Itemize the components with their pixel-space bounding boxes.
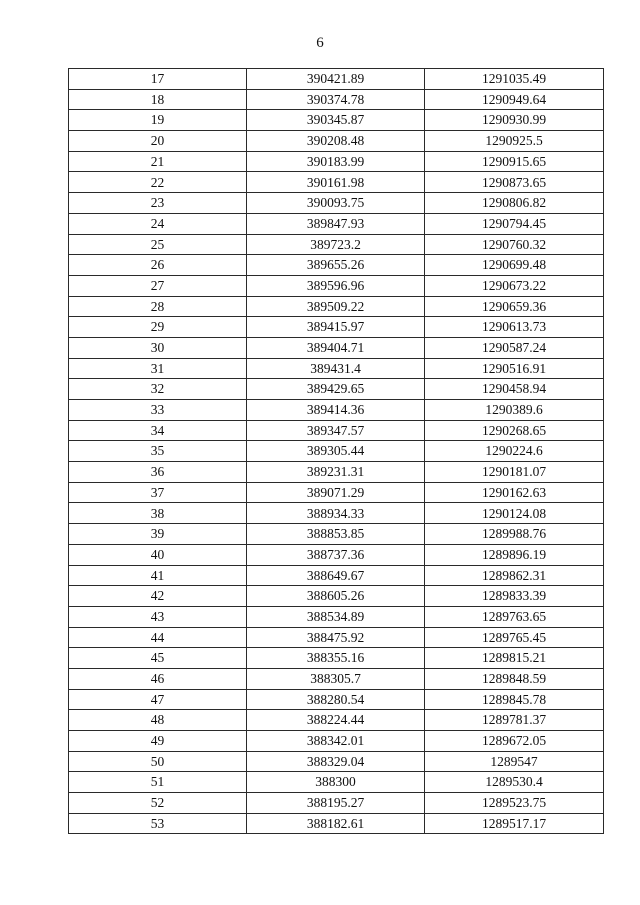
y-coordinate-cell: 1289848.59 xyxy=(425,668,604,689)
point-number-cell: 30 xyxy=(69,337,247,358)
table-row xyxy=(69,69,604,90)
x-coordinate-cell: 389431.4 xyxy=(247,358,425,379)
table-row xyxy=(69,89,604,110)
y-coordinate-cell: 1290516.91 xyxy=(425,358,604,379)
point-number-cell: 50 xyxy=(69,751,247,772)
point-number-cell: 22 xyxy=(69,172,247,193)
x-coordinate-cell: 388224.44 xyxy=(247,710,425,731)
y-coordinate-cell: 1290760.32 xyxy=(425,234,604,255)
table-row xyxy=(69,234,604,255)
y-coordinate-cell: 1289763.65 xyxy=(425,606,604,627)
point-number-cell: 37 xyxy=(69,482,247,503)
point-number-cell: 35 xyxy=(69,441,247,462)
y-coordinate-cell: 1289765.45 xyxy=(425,627,604,648)
x-coordinate-cell: 389429.65 xyxy=(247,379,425,400)
point-number-cell: 27 xyxy=(69,275,247,296)
table-row xyxy=(69,648,604,669)
point-number-cell: 25 xyxy=(69,234,247,255)
x-coordinate-cell: 388934.33 xyxy=(247,503,425,524)
table-row xyxy=(69,255,604,276)
y-coordinate-cell: 1290925.5 xyxy=(425,131,604,152)
y-coordinate-cell: 1289988.76 xyxy=(425,524,604,545)
x-coordinate-cell: 390374.78 xyxy=(247,89,425,110)
x-coordinate-cell: 388649.67 xyxy=(247,565,425,586)
x-coordinate-cell: 389231.31 xyxy=(247,462,425,483)
x-coordinate-cell: 389415.97 xyxy=(247,317,425,338)
x-coordinate-cell: 389723.2 xyxy=(247,234,425,255)
x-coordinate-cell: 390345.87 xyxy=(247,110,425,131)
y-coordinate-cell: 1289547 xyxy=(425,751,604,772)
table-row xyxy=(69,668,604,689)
x-coordinate-cell: 390208.48 xyxy=(247,131,425,152)
table-row xyxy=(69,772,604,793)
x-coordinate-cell: 388475.92 xyxy=(247,627,425,648)
point-number-cell: 43 xyxy=(69,606,247,627)
table-row xyxy=(69,400,604,421)
x-coordinate-cell: 388737.36 xyxy=(247,544,425,565)
table-row xyxy=(69,296,604,317)
table-row xyxy=(69,544,604,565)
table-row xyxy=(69,441,604,462)
point-number-cell: 24 xyxy=(69,213,247,234)
y-coordinate-cell: 1289896.19 xyxy=(425,544,604,565)
table-row xyxy=(69,710,604,731)
y-coordinate-cell: 1290873.65 xyxy=(425,172,604,193)
point-number-cell: 41 xyxy=(69,565,247,586)
table-row xyxy=(69,275,604,296)
x-coordinate-cell: 388605.26 xyxy=(247,586,425,607)
table-row xyxy=(69,317,604,338)
table-row xyxy=(69,689,604,710)
x-coordinate-cell: 388280.54 xyxy=(247,689,425,710)
point-number-cell: 36 xyxy=(69,462,247,483)
x-coordinate-cell: 388305.7 xyxy=(247,668,425,689)
x-coordinate-cell: 389847.93 xyxy=(247,213,425,234)
point-number-cell: 42 xyxy=(69,586,247,607)
y-coordinate-cell: 1290915.65 xyxy=(425,151,604,172)
y-coordinate-cell: 1289862.31 xyxy=(425,565,604,586)
x-coordinate-cell: 388355.16 xyxy=(247,648,425,669)
x-coordinate-cell: 390183.99 xyxy=(247,151,425,172)
x-coordinate-cell: 388534.89 xyxy=(247,606,425,627)
coordinates-table xyxy=(68,68,604,834)
point-number-cell: 40 xyxy=(69,544,247,565)
point-number-cell: 20 xyxy=(69,131,247,152)
point-number-cell: 31 xyxy=(69,358,247,379)
table-row xyxy=(69,151,604,172)
coordinates-table-body xyxy=(69,69,604,834)
y-coordinate-cell: 1290806.82 xyxy=(425,193,604,214)
table-row xyxy=(69,586,604,607)
table-row xyxy=(69,731,604,752)
y-coordinate-cell: 1290162.63 xyxy=(425,482,604,503)
x-coordinate-cell: 389071.29 xyxy=(247,482,425,503)
x-coordinate-cell: 388342.01 xyxy=(247,731,425,752)
table-row xyxy=(69,751,604,772)
y-coordinate-cell: 1290587.24 xyxy=(425,337,604,358)
table-row xyxy=(69,606,604,627)
y-coordinate-cell: 1290389.6 xyxy=(425,400,604,421)
table-row xyxy=(69,524,604,545)
point-number-cell: 52 xyxy=(69,793,247,814)
x-coordinate-cell: 389596.96 xyxy=(247,275,425,296)
point-number-cell: 38 xyxy=(69,503,247,524)
point-number-cell: 29 xyxy=(69,317,247,338)
x-coordinate-cell: 388853.85 xyxy=(247,524,425,545)
table-row xyxy=(69,193,604,214)
point-number-cell: 26 xyxy=(69,255,247,276)
y-coordinate-cell: 1289833.39 xyxy=(425,586,604,607)
x-coordinate-cell: 389305.44 xyxy=(247,441,425,462)
y-coordinate-cell: 1290949.64 xyxy=(425,89,604,110)
table-row xyxy=(69,379,604,400)
y-coordinate-cell: 1290613.73 xyxy=(425,317,604,338)
point-number-cell: 47 xyxy=(69,689,247,710)
point-number-cell: 34 xyxy=(69,420,247,441)
y-coordinate-cell: 1289845.78 xyxy=(425,689,604,710)
table-row xyxy=(69,793,604,814)
y-coordinate-cell: 1289530.4 xyxy=(425,772,604,793)
x-coordinate-cell: 388182.61 xyxy=(247,813,425,834)
y-coordinate-cell: 1290224.6 xyxy=(425,441,604,462)
y-coordinate-cell: 1290268.65 xyxy=(425,420,604,441)
x-coordinate-cell: 390093.75 xyxy=(247,193,425,214)
point-number-cell: 49 xyxy=(69,731,247,752)
point-number-cell: 23 xyxy=(69,193,247,214)
table-row xyxy=(69,565,604,586)
y-coordinate-cell: 1289517.17 xyxy=(425,813,604,834)
y-coordinate-cell: 1290930.99 xyxy=(425,110,604,131)
y-coordinate-cell: 1290124.08 xyxy=(425,503,604,524)
table-row xyxy=(69,131,604,152)
y-coordinate-cell: 1290794.45 xyxy=(425,213,604,234)
x-coordinate-cell: 389404.71 xyxy=(247,337,425,358)
x-coordinate-cell: 388195.27 xyxy=(247,793,425,814)
x-coordinate-cell: 388300 xyxy=(247,772,425,793)
x-coordinate-cell: 389347.57 xyxy=(247,420,425,441)
y-coordinate-cell: 1290181.07 xyxy=(425,462,604,483)
y-coordinate-cell: 1289815.21 xyxy=(425,648,604,669)
table-row xyxy=(69,420,604,441)
point-number-cell: 53 xyxy=(69,813,247,834)
y-coordinate-cell: 1290458.94 xyxy=(425,379,604,400)
point-number-cell: 21 xyxy=(69,151,247,172)
point-number-cell: 32 xyxy=(69,379,247,400)
y-coordinate-cell: 1289523.75 xyxy=(425,793,604,814)
point-number-cell: 48 xyxy=(69,710,247,731)
y-coordinate-cell: 1289672.05 xyxy=(425,731,604,752)
table-row xyxy=(69,503,604,524)
table-row xyxy=(69,482,604,503)
point-number-cell: 46 xyxy=(69,668,247,689)
table-row xyxy=(69,358,604,379)
point-number-cell: 51 xyxy=(69,772,247,793)
y-coordinate-cell: 1290673.22 xyxy=(425,275,604,296)
table-row xyxy=(69,172,604,193)
x-coordinate-cell: 390421.89 xyxy=(247,69,425,90)
x-coordinate-cell: 388329.04 xyxy=(247,751,425,772)
page-number: 6 xyxy=(316,35,324,51)
y-coordinate-cell: 1289781.37 xyxy=(425,710,604,731)
point-number-cell: 19 xyxy=(69,110,247,131)
point-number-cell: 18 xyxy=(69,89,247,110)
x-coordinate-cell: 390161.98 xyxy=(247,172,425,193)
table-row xyxy=(69,627,604,648)
y-coordinate-cell: 1291035.49 xyxy=(425,69,604,90)
y-coordinate-cell: 1290699.48 xyxy=(425,255,604,276)
point-number-cell: 17 xyxy=(69,69,247,90)
point-number-cell: 45 xyxy=(69,648,247,669)
table-row xyxy=(69,462,604,483)
y-coordinate-cell: 1290659.36 xyxy=(425,296,604,317)
point-number-cell: 28 xyxy=(69,296,247,317)
table-row xyxy=(69,813,604,834)
point-number-cell: 33 xyxy=(69,400,247,421)
table-row xyxy=(69,213,604,234)
x-coordinate-cell: 389414.36 xyxy=(247,400,425,421)
table-row xyxy=(69,110,604,131)
point-number-cell: 39 xyxy=(69,524,247,545)
x-coordinate-cell: 389509.22 xyxy=(247,296,425,317)
point-number-cell: 44 xyxy=(69,627,247,648)
x-coordinate-cell: 389655.26 xyxy=(247,255,425,276)
table-row xyxy=(69,337,604,358)
